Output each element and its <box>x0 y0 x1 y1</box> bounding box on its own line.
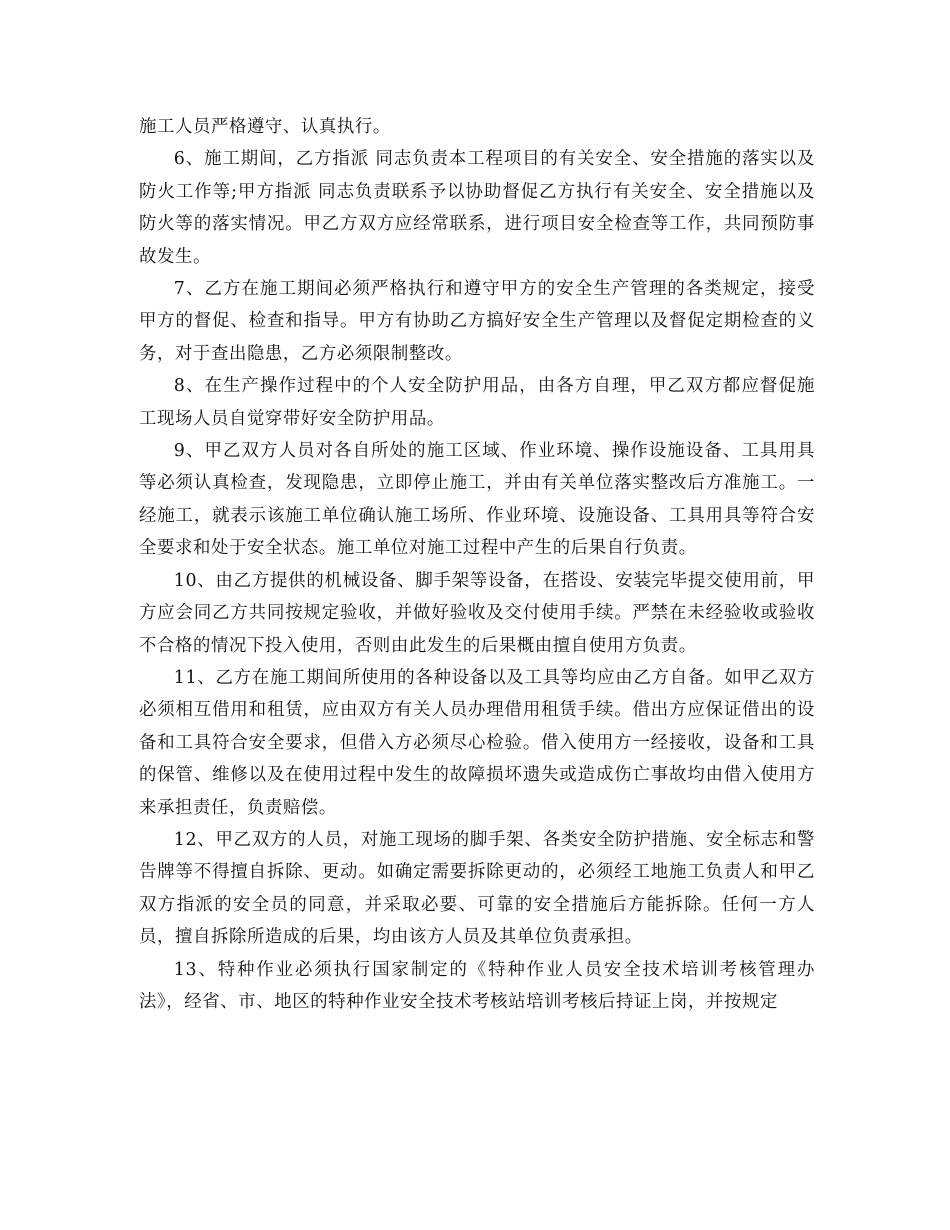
paragraph-clause-10: 10、由乙方提供的机械设备、脚手架等设备，在搭设、安装完毕提交使用前，甲方应会同乙方共同按规定验收，并做好验收及交付使用手续。严禁在未经验收或验收不合格的情况下投入使用，否则由此发生的后果概由擅自使用方负责。 <box>139 570 815 656</box>
paragraph-clause-8: 8、在生产操作过程中的个人安全防护用品，由各方自理，甲乙双方都应督促施工现场人员自觉穿带好安全防护用品。 <box>139 376 815 429</box>
paragraph-clause-9: 9、甲乙双方人员对各自所处的施工区域、作业环境、操作设施设备、工具用具等必须认真检查，发现隐患，立即停止施工，并由有关单位落实整改后方准施工。一经施工，就表示该施工单位确认施工场所、作业环境、设施设备、工具用具等符合安全要求和处于安全状态。施工单位对施工过程中产生的后果自行负责。 <box>139 441 815 559</box>
paragraph-clause-11: 11、乙方在施工期间所使用的各种设备以及工具等均应由乙方自备。如甲乙双方必须相互借用和租赁，应由双方有关人员办理借用租赁手续。借出方应保证借出的设备和工具符合安全要求，但借入方必须尽心检验。借入使用方一经接收，设备和工具的保管、维修以及在使用过程中发生的故障损坏遗失或造成伤亡事故均由借入使用方来承担责任，负责赔偿。 <box>139 667 815 818</box>
paragraph-clause-6: 6、施工期间，乙方指派 同志负责本工程项目的有关安全、安全措施的落实以及防火工作等;甲方指派 同志负责联系予以协助督促乙方执行有关安全、安全措施以及防火等的落实情况。甲乙方双方应经常联系，进行项目安全检查等工作，共同预防事故发生。 <box>139 149 815 267</box>
document-body <box>139 111 815 1018</box>
paragraph-clause-12: 12、甲乙双方的人员，对施工现场的脚手架、各类安全防护措施、安全标志和警告牌等不得擅自拆除、更动。如确定需要拆除更动的，必须经工地施工负责人和甲乙双方指派的安全员的同意，并采取必要、可靠的安全措施后方能拆除。任何一方人员，擅自拆除所造成的后果，均由该方人员及其单位负责承担。 <box>139 829 815 948</box>
paragraph-continuation: 施工人员严格遵守、认真执行。 <box>139 117 391 137</box>
paragraph-clause-13: 13、特种作业必须执行国家制定的《特种作业人员安全技术培训考核管理办法》，经省、市、地区的特种作业安全技术考核站培训考核后持证上岗，并按规定 <box>139 959 815 1012</box>
paragraph-clause-7: 7、乙方在施工期间必须严格执行和遵守甲方的安全生产管理的各类规定，接受甲方的督促、检查和指导。甲方有协助乙方搞好安全生产管理以及督促定期检查的义务，对于查出隐患，乙方必须限制整改。 <box>139 279 815 364</box>
